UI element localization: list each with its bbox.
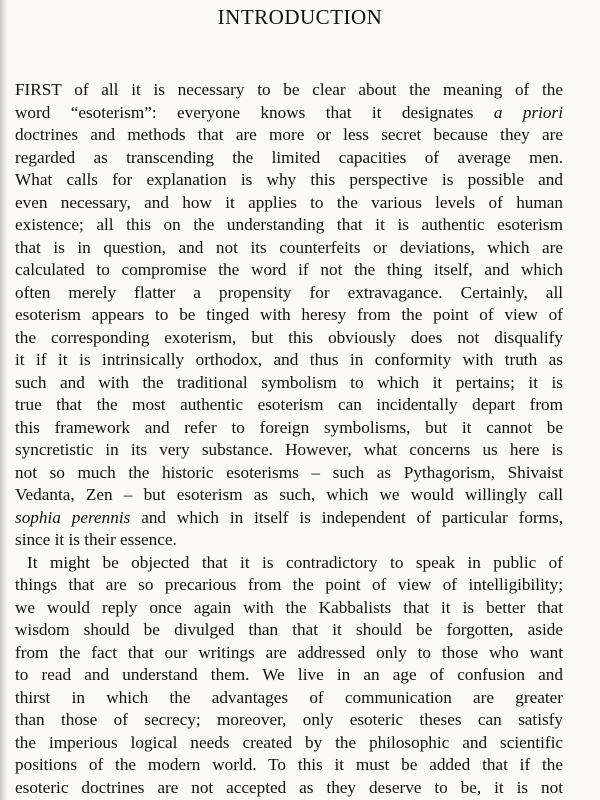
text-segment: esoteric doctrines are not accepted as they deserve to be, it is not [15,777,563,797]
text-line [15,394,563,417]
page-gutter-shadow [0,0,8,800]
text-line [15,484,563,507]
text-segment: we would reply once again with the Kabbalists that it is better that [15,597,563,617]
text-segment: FIRST of all it is necessary to be clear about the meaning of the [15,80,563,99]
italic-term: a priori [493,102,563,122]
text-segment: the corresponding exoterism, but this obviously does not disqualify [15,327,563,347]
text-line [15,124,563,147]
text-segment: wisdom should be divulged than that it should be forgotten, aside [15,620,563,639]
text-line [15,732,563,755]
text-segment: existence; all this on the understanding that it is authentic esoterism [15,215,563,234]
text-line [15,754,563,777]
text-segment: things that are so precarious from the point of view of intelligibility; [15,575,563,594]
text-line [15,214,563,237]
text-line [15,304,563,327]
text-line [15,664,563,687]
text-line [15,147,563,170]
text-segment: than those of secrecy; moreover, only esoteric theses can satisfy [15,710,563,729]
text-segment: not so much the historic esoterisms – such as Pythagorism, Shivaist [15,462,563,482]
text-segment: that is in question, and not its counterfeits or deviations, which are [15,237,563,257]
text-segment: the imperious logical needs created by the philosophic and scientific [15,732,563,752]
chapter-body [15,79,563,799]
text-segment: such and with the traditional symbolism to which it pertains; it is [15,372,563,392]
text-line [15,687,563,710]
paragraph [15,79,563,552]
text-line [15,417,563,440]
text-line [15,282,563,305]
text-line [15,462,563,485]
text-line [15,439,563,462]
text-line [15,777,563,800]
text-segment: it if it is intrinsically orthodox, and thus in conformity with truth as [15,350,563,369]
text-line [15,192,563,215]
chapter-heading: INTRODUCTION [217,5,383,29]
text-segment: even necessary, and how it applies to the various levels of human [15,192,563,212]
text-segment: syncretistic in its very substance. However, what concerns us here is [15,440,563,459]
text-segment: and which in itself is independent of particular forms, [130,507,563,527]
text-segment: calculated to compromise the word if not the thing itself, and which [15,260,563,279]
text-segment: esoterism appears to be tinged with heresy from the point of view of [15,305,563,324]
text-segment: this framework and refer to foreign symbolisms, but it cannot be [15,417,563,437]
text-segment: regarded as transcending the limited capacities of average men. [15,147,563,167]
text-segment: Vedanta, Zen – but esoterism as such, which we would willingly call [15,485,563,504]
text-line [15,102,563,125]
text-segment: doctrines and methods that are more or less secret because they are [15,125,563,144]
text-line [15,529,563,552]
text-line [15,552,563,575]
text-segment: What calls for explanation is why this perspective is possible and [15,170,563,189]
text-segment: positions of the modern world. To this it must be added that if the [15,755,563,774]
text-line [15,507,563,530]
text-segment: often merely flatter a propensity for extravagance. Certainly, all [15,282,563,302]
text-segment: since it is their essence. [15,530,177,549]
text-segment: from the fact that our writings are addressed only to those who want [15,642,563,662]
italic-term: sophia perennis [15,507,131,527]
text-line [15,372,563,395]
text-line [15,169,563,192]
text-line [15,574,563,597]
text-segment: to read and understand them. We live in an age of confusion and [15,665,563,684]
text-segment: thirst in which the advantages of communication are greater [15,687,563,707]
text-line [15,327,563,350]
text-line [15,597,563,620]
text-line [15,709,563,732]
text-line [15,349,563,372]
text-line [15,79,563,102]
text-segment: word “esoterism”: everyone knows that it designates [15,102,494,122]
paragraph [15,552,563,800]
text-line [15,237,563,260]
text-segment: It might be objected that it is contradictory to speak in public of [27,552,563,572]
text-line [15,642,563,665]
text-segment: true that the most authentic esoterism can incidentally depart from [15,395,563,414]
text-line [15,259,563,282]
text-line [15,619,563,642]
